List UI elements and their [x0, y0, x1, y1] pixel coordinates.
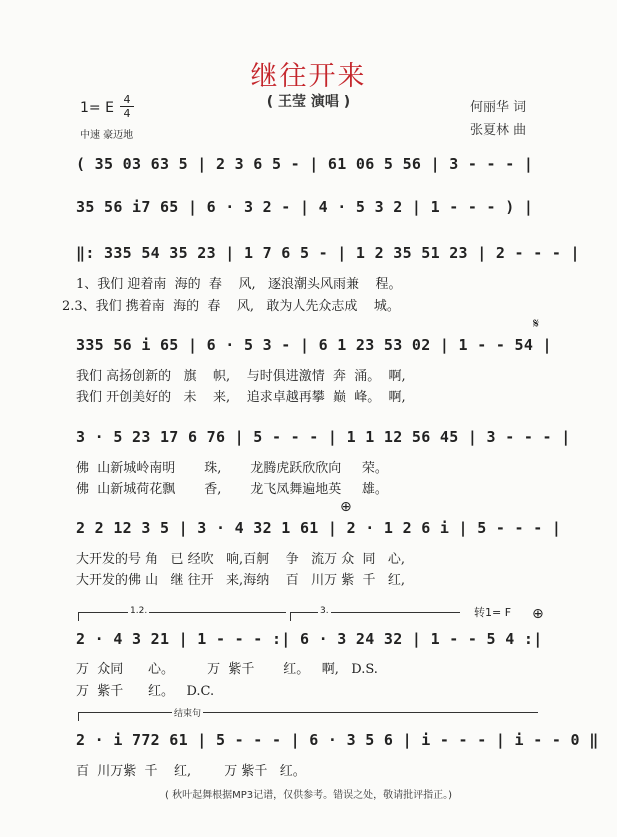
transcription-note: ( 秋叶起舞根据MP3记谱，仅供参考。错误之处，敬请批评指正。) [164, 790, 452, 801]
volta-bracket-3 [290, 612, 460, 613]
staff-line-3: ‖: 335 54 35 23 | 1 7 6 5 - | 1 2 35 51 23 | 2 - - - | [76, 244, 580, 262]
modulation-marking: 转1= F [474, 606, 512, 619]
lyric-line-4: 我们 开创美好的 未 来, 追求卓越再攀 巅 峰。 啊, [76, 390, 406, 405]
composer-credit: 张夏林 曲 [470, 123, 527, 138]
coda-icon: ⊕ [340, 499, 352, 515]
lyric-line-10: 万 紫千 红。 D.C. [76, 684, 215, 699]
coda-icon-2: ⊕ [532, 606, 544, 622]
lyric-line-9: 万 众同 心。 万 紫千 红。 啊, D.S. [76, 662, 378, 677]
key-signature: 1= E [80, 100, 114, 116]
volta-label-3: 3. [320, 606, 329, 616]
staff-line-4: 335 56 i 65 | 6 · 5 3 - | 6 1 23 53 02 | 1 - - 54 | [76, 336, 552, 354]
lyric-line-3: 我们 高扬创新的 旗 帜, 与时俱进激情 奔 涌。 啊, [76, 369, 406, 384]
lyric-line-8: 大开发的佛 山 继 往开 来,海纳 百 川万 紫 千 红, [76, 573, 406, 588]
lyric-line-6: 佛 山新城荷花飘 香, 龙飞凤舞遍地英 雄。 [76, 482, 388, 497]
time-signature [120, 94, 134, 119]
lyric-line-5: 佛 山新城岭南明 珠, 龙腾虎跃欣欣向 荣。 [76, 461, 388, 476]
staff-line-1: ( 35 03 63 5 | 2 3 6 5 - | 61 06 5 56 | 3 - - - | [76, 155, 534, 173]
lyricist-credit: 何丽华 词 [470, 100, 527, 115]
coda-bracket-label: 结束句 [172, 706, 203, 719]
time-top: 4 [123, 93, 131, 106]
lyric-line-11: 百 川万紫 千 红, 万 紫千 红。 [76, 764, 306, 779]
staff-line-2: 35 56 i7 65 | 6 · 3 2 - | 4 · 5 3 2 | 1 - - - ) | [76, 198, 534, 216]
time-bottom: 4 [123, 107, 131, 120]
staff-line-7: 2 · 4 3 21 | 1 - - - :| 6 · 3 24 32 | 1 - - 5 4 :| [76, 630, 543, 648]
coda-bracket [78, 712, 538, 713]
staff-line-8: 2 · i 772 61 | 5 - - - | 6 · 3 5 6 | i - - - | i - - 0 ‖ [76, 731, 599, 749]
segno-icon: 𝄋 [533, 316, 540, 332]
volta-bracket-1-2 [78, 612, 286, 613]
tempo-marking: 中速 豪迈地 [80, 130, 134, 141]
lyric-line-2: 2.3、我们 携着南 海的 春 风, 敢为人先众志成 城。 [62, 299, 400, 314]
song-title: 继往开来 [250, 61, 367, 92]
lyric-line-7: 大开发的号 角 已 经吹 响,百舸 争 流万 众 同 心, [76, 552, 406, 567]
staff-line-5: 3 · 5 23 17 6 76 | 5 - - - | 1 1 12 56 45 | 3 - - - | [76, 428, 571, 446]
staff-line-6: 2 2 12 3 5 | 3 · 4 32 1 61 | 2 · 1 2 6 i | 5 - - - | [76, 519, 562, 537]
singer-credit: ( 王莹 演唱 ) [266, 94, 351, 110]
volta-label-1-2: 1.2. [130, 606, 148, 616]
lyric-line-1: 1、我们 迎着南 海的 春 风, 逐浪潮头风雨兼 程。 [76, 277, 402, 292]
